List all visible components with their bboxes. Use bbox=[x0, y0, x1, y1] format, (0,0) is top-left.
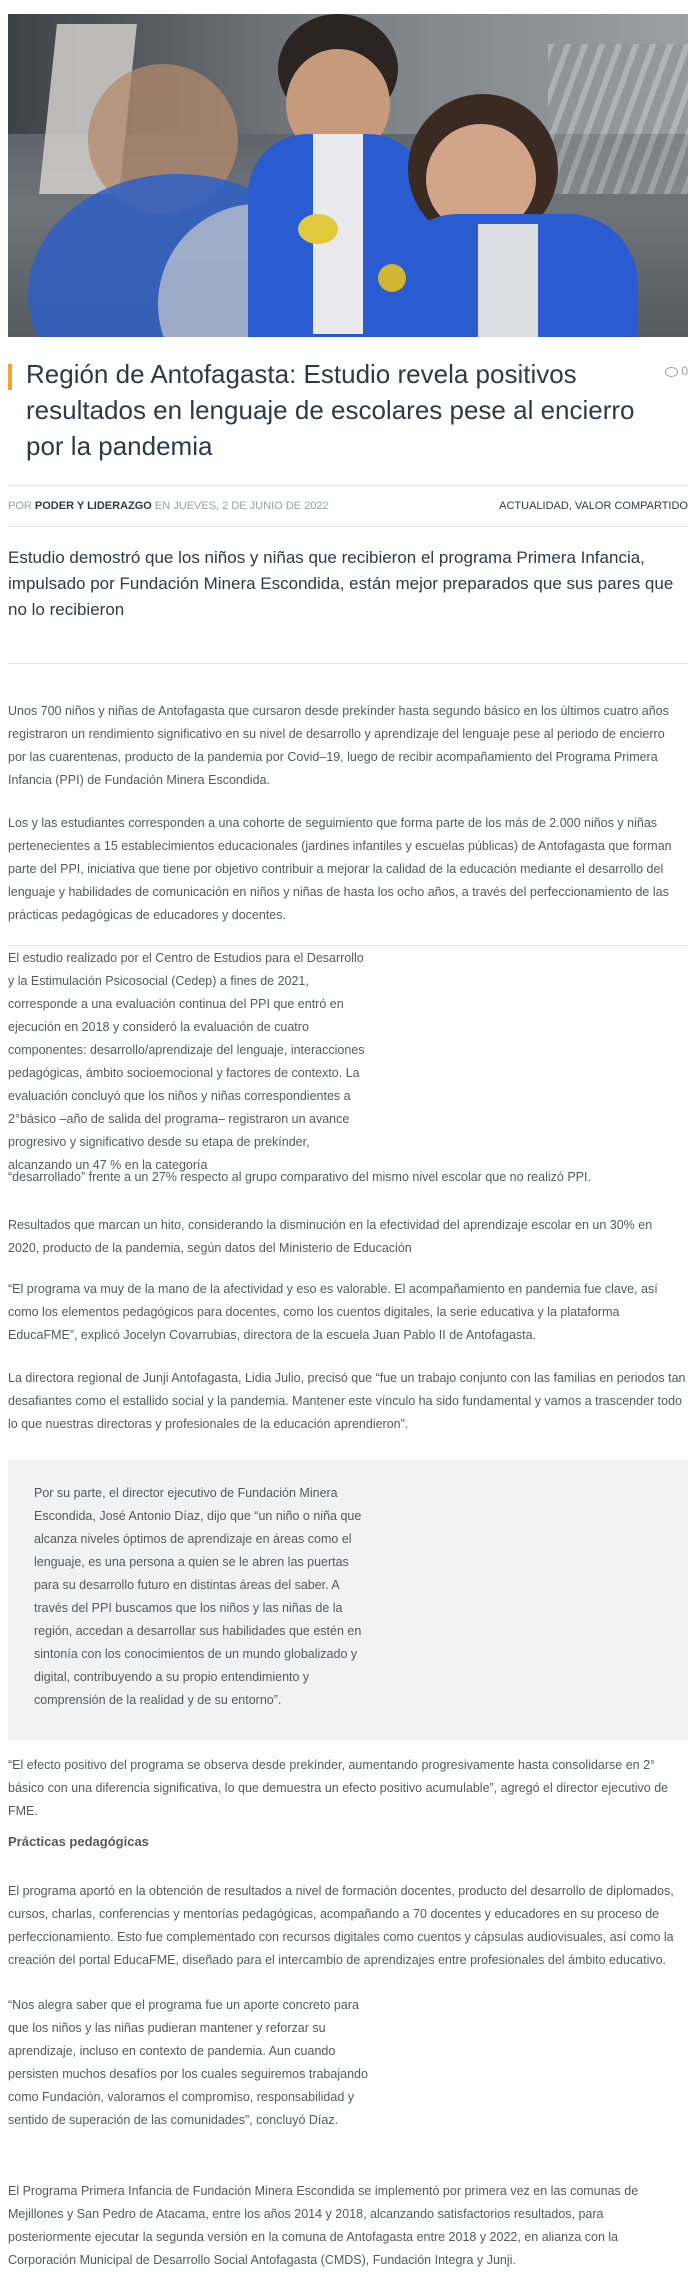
divider bbox=[8, 663, 688, 664]
meta-on-label: EN bbox=[154, 500, 171, 512]
article-header bbox=[8, 356, 688, 464]
paragraph: El programa aportó en la obtención de resultados a nivel de formación docentes, producto del desarrollo de diplomados, cursos, charlas, conferencias y mentorías pedagógicas, acompañando a 70 docentes y educadores en su proceso de perfeccionamiento. Esto fue complementado con recursos digitales como cuentos y cápsulas audiovisuales, así como la creación del portal EducaFME, diseñado para el intercambio de aprendizajes entre profesionales del ámbito educativo. bbox=[8, 1884, 674, 1967]
paragraph: “El programa va muy de la mano de la afectividad y eso es valorable. El acompañamiento en pandemia fue clave, así como los elementos pedagógicos para docentes, como los cuentos digitales, la serie educativa y la plataforma EducaFME”, explicó Jocelyn Covarrubias, directora de la escuela Juan Pablo II de Antofagasta. bbox=[8, 1282, 658, 1342]
paragraph: La directora regional de Junji Antofagasta, Lidia Julio, precisó que “fue un trabajo conjunto con las familias en periodos tan desafiantes como el estallido social y la pandemia. Mantener este vínculo ha sido fundamental y vamos a trascender todo lo que nuestras directoras y profesionales de la educación aprendieron”. bbox=[8, 1371, 686, 1431]
paragraph: Resultados que marcan un hito, considerando la disminución en la efectividad del aprendizaje escolar en un 30% en 2020, producto de la pandemia, según datos del Ministerio de Educación bbox=[8, 1218, 653, 1255]
publish-date: JUEVES, 2 DE JUNIO DE 2022 bbox=[173, 500, 329, 512]
paragraph: “Nos alegra saber que el programa fue un aporte concreto para que los niños y las niñas pudieran mantener y reforzar su aprendizaje, incluso en contexto de pandemia. Aun cuando persisten muchos desafíos por los cuales seguiremos trabajando como Fundación, valoramos el compromiso, responsabilidad y sentido de superación de las comunidades”, concluyó Díaz. bbox=[8, 1998, 368, 2127]
article-title: Región de Antofagasta: Estudio revela positivos resultados en lenguaje de escolares pese al encierro por la pandemia bbox=[26, 359, 635, 461]
divider bbox=[8, 945, 688, 946]
paragraph: “desarrollado” frente a un 27% respecto al grupo comparativo del mismo nivel escolar que no realizó PPI. bbox=[8, 1170, 591, 1184]
article-lead: Estudio demostró que los niños y niñas que recibieron el programa Primera Infancia, impulsado por Fundación Minera Escondida, están mejor preparados que sus pares que no lo recibieron bbox=[8, 548, 674, 619]
divider bbox=[8, 485, 688, 486]
paragraph: Unos 700 niños y niñas de Antofagasta que cursaron desde prekínder hasta segundo básico en los últimos cuatro años registraron un rendimiento significativo en su nivel de desarrollo y aprendizaje del lenguaje pese al periodo de encierro por las cuarentenas, producto de la pandemia por Covid–19, luego de recibir acompañamiento del Programa Primera Infancia (PPI) de Fundación Minera Escondida. bbox=[8, 704, 669, 787]
paragraph: Los y las estudiantes corresponden a una cohorte de seguimiento que forma parte de los más de 2.000 niños y niñas pertenecientes a 15 establecimientos educacionales (jardines infantiles y escuelas públicas) de Antofagasta que forman parte del PPI, iniciativa que tiene por objetivo contribuir a mejorar la calidad de la educación mediante el desarrollo del lenguaje y habilidades de comunicación en niños y niñas de hasta los ocho años, a través del perfeccionamiento de las prácticas pedagógicas de educadores y docentes. bbox=[8, 816, 672, 922]
pull-quote bbox=[8, 1460, 688, 1740]
meta-by-label: POR bbox=[8, 500, 32, 512]
paragraph: El estudio realizado por el Centro de Estudios para el Desarrollo y la Estimulación Psicosocial (Cedep) a fines de 2021, corresponde a una evaluación continua del PPI que entró en ejecución en 2018 y consideró la evaluación de cuatro componentes: desarrollo/aprendizaje del lenguaje, interacciones pedagógicas, ámbito socioemocional y factores de contexto. La evaluación concluyó que los niños y niñas correspondientes a 2°básico –año de salida del programa– registraron un avance progresivo y significativo desde su etapa de prekínder, alcanzando un 47 % en la categoría bbox=[8, 951, 365, 1172]
paragraph: “El efecto positivo del programa se observa desde prekínder, aumentando progresivamente hasta consolidarse en 2° básico con una diferencia significativa, lo que demuestra un efecto positivo acumulable”, agregó el director ejecutivo de FME. bbox=[8, 1758, 669, 1818]
divider bbox=[8, 526, 688, 527]
category-links[interactable]: ACTUALIDAD, VALOR COMPARTIDO bbox=[499, 500, 688, 512]
author-link[interactable]: PODER Y LIDERAZGO bbox=[34, 500, 152, 512]
comments-count: 0 bbox=[681, 364, 688, 378]
quote-text: Por su parte, el director ejecutivo de Fundación Minera Escondida, José Antonio Díaz, dijo que “un niño o niña que alcanza niveles óptimos de aprendizaje en áreas como el lenguaje, es una persona a quien se le abren las puertas para su desarrollo futuro en distintas áreas del saber. A través del PPI buscamos que los niños y las niñas de la región, accedan a desarrollar sus habilidades que estén en sintonía con los conocimientos de un mundo globalizado y digital, contribuyendo a su propio entendimiento y comprensión de la realidad y de su entorno”. bbox=[34, 1486, 362, 1707]
comments-link[interactable] bbox=[665, 364, 688, 378]
comment-icon bbox=[665, 367, 678, 377]
hero-image bbox=[8, 14, 688, 337]
paragraph: El Programa Primera Infancia de Fundación Minera Escondida se implementó por primera vez en las comunas de Mejillones y San Pedro de Atacama, entre los años 2014 y 2018, alcanzando satisfactorios resultados, para posteriormente ejecutar la segunda versión en la comuna de Antofagasta entre 2018 y 2022, en alianza con la Corporación Municipal de Desarrollo Social Antofagasta (CMDS), Fundación Integra y Junji. bbox=[8, 2184, 639, 2267]
article-meta bbox=[8, 500, 688, 512]
section-heading: Prácticas pedagógicas bbox=[8, 1834, 149, 1849]
title-accent-bar bbox=[8, 364, 12, 390]
